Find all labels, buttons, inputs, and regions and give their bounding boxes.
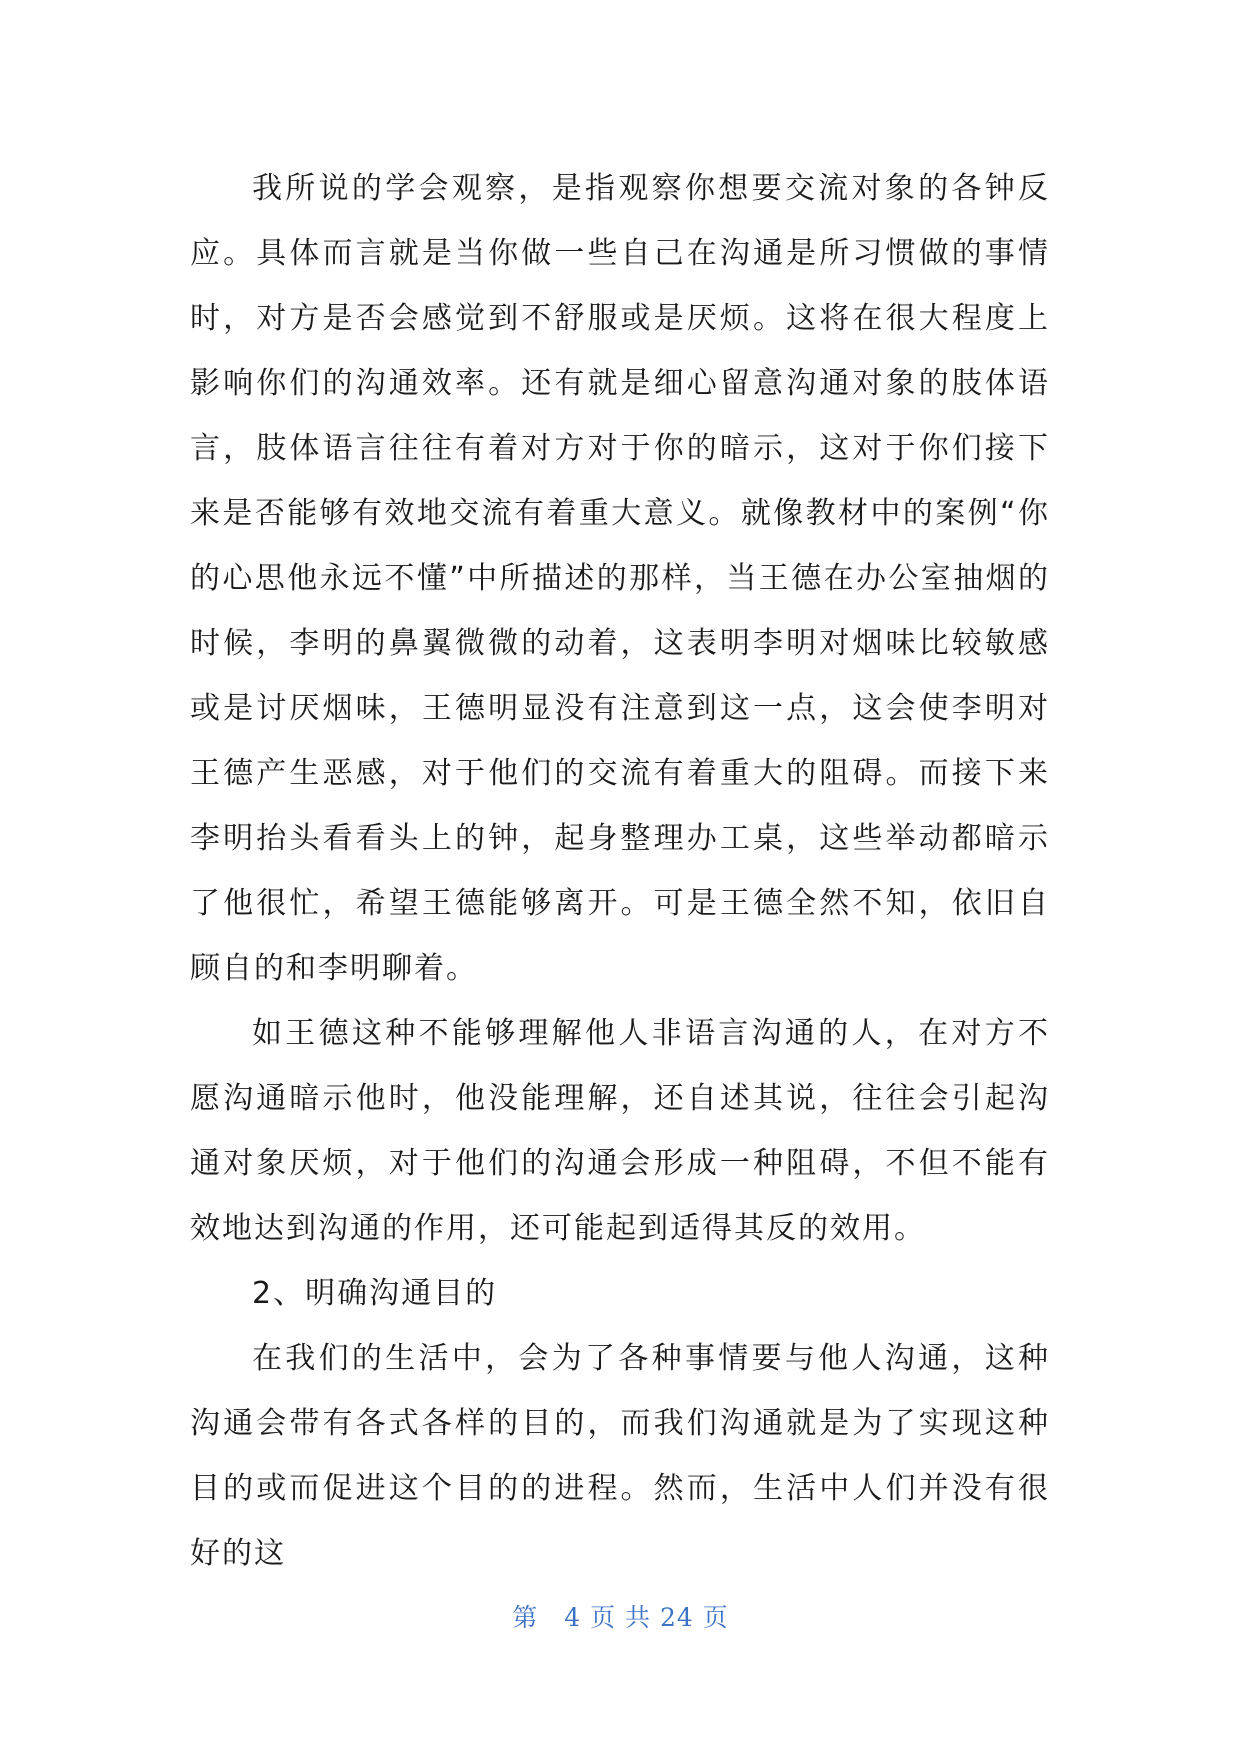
section-heading-clear-purpose: 2、明确沟通目的 [252, 1276, 498, 1311]
document-body [190, 156, 1050, 1586]
paragraph-nonverbal: 如王德这种不能够理解他人非语言沟通的人，在对方不愿沟通暗示他时，他没能理解，还自述其说，往往会引起沟通对象厌烦，对于他们的沟通会形成一种阻碍，不但不能有效地达到沟通的作用，还可能起到适得其反的效用。 [190, 1016, 1050, 1246]
paragraph-observation: 我所说的学会观察，是指观察你想要交流对象的各钟反应。具体而言就是当你做一些自己在沟通是所习惯做的事情时，对方是否会感觉到不舒服或是厌烦。这将在很大程度上影响你们的沟通效率。还有就是细心留意沟通对象的肢体语言，肢体语言往往有着对方对于你的暗示，这对于你们接下来是否能够有效地交流有着重大意义。就像教材中的案例“你的心思他永远不懂”中所描述的那样，当王德在办公室抽烟的时候，李明的鼻翼微微的动着，这表明李明对烟味比较敏感或是讨厌烟味，王德明显没有注意到这一点，这会使李明对王德产生恶感，对于他们的交流有着重大的阻碍。而接下来李明抬头看看头上的钟，起身整理办工桌，这些举动都暗示了他很忙，希望王德能够离开。可是王德全然不知，依旧自顾自的和李明聊着。 [190, 171, 1050, 986]
page-number-text: 第 4 页 共 24 页 [512, 1603, 729, 1632]
page-number-footer [0, 1598, 1241, 1634]
paragraph-purpose: 在我们的生活中，会为了各种事情要与他人沟通，这种沟通会带有各式各样的目的，而我们沟通就是为了实现这种目的或而促进这个目的的进程。然而，生活中人们并没有很好的这 [190, 1341, 1050, 1571]
